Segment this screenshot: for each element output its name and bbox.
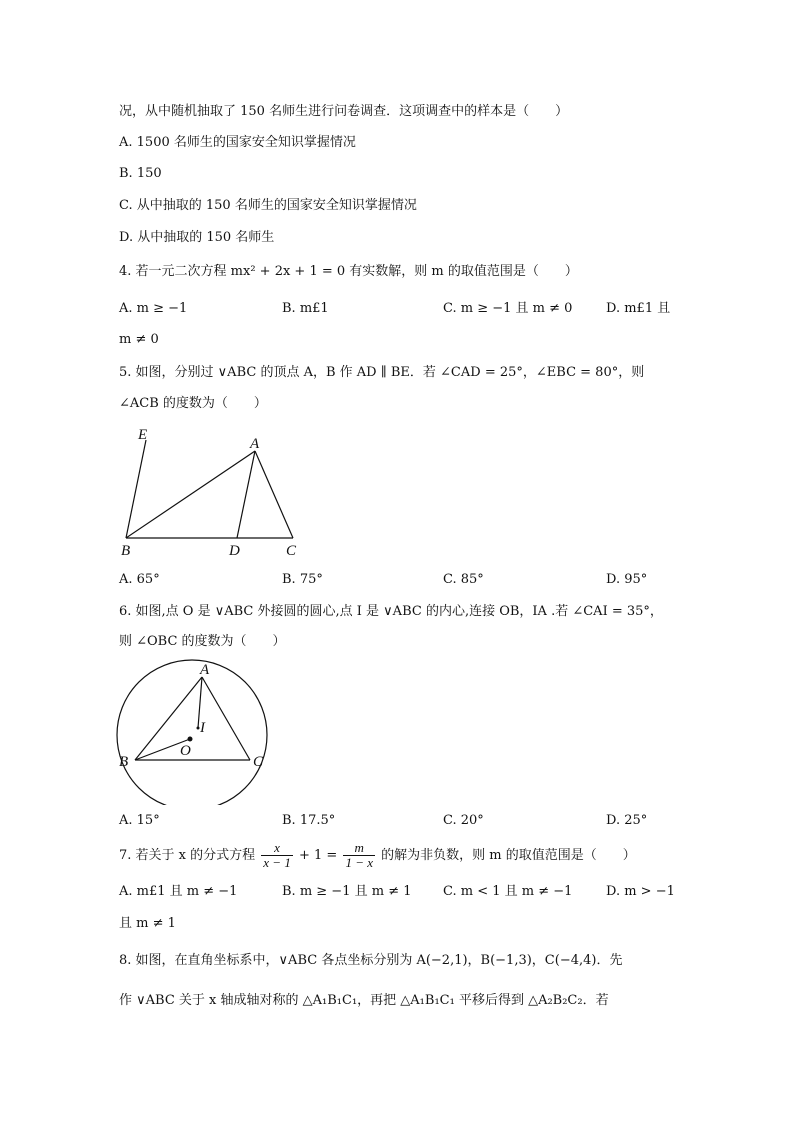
q6-option-a: A. 15°	[119, 813, 160, 828]
q8-stem-line1: 8. 如图，在直角坐标系中，∨ABC 各点坐标分别为 A(−2,1)，B(−1,3)，C(−4,4)．先	[119, 953, 623, 968]
q6-stem-line2: 则 ∠OBC 的度数为（ ）	[119, 634, 286, 649]
q7-option-d: D. m > −1	[606, 884, 675, 899]
q5-segment-ba	[126, 451, 255, 538]
q5-segment-be	[126, 440, 146, 538]
q6-segment-ac	[202, 677, 250, 760]
q7-fraction-right-numerator: m	[343, 841, 375, 856]
q7-option-c: C. m < 1 且 m ≠ −1	[443, 884, 573, 899]
q6-label-a: A	[200, 662, 210, 678]
q7-fraction-left	[261, 841, 293, 870]
q3-option-d: D. 从中抽取的 150 名师生	[119, 230, 275, 245]
q5-segment-ad	[237, 451, 255, 538]
q5-label-a: A	[250, 436, 260, 452]
q5-option-d: D. 95°	[606, 572, 648, 587]
q5-option-c: C. 85°	[443, 572, 484, 587]
q5-label-e: E	[138, 427, 148, 443]
q5-label-c: C	[286, 543, 297, 559]
q6-option-d: D. 25°	[606, 813, 648, 828]
q6-label-o: O	[180, 743, 191, 759]
q7-stem-prefix: 7. 若关于 x 的分式方程	[119, 848, 256, 863]
q5-stem-line2: ∠ACB 的度数为（ ）	[119, 396, 267, 411]
q6-option-c: C. 20°	[443, 813, 484, 828]
q4-stem: 4. 若一元二次方程 mx² + 2x + 1 = 0 有实数解，则 m 的取值范围是（ ）	[119, 264, 578, 279]
q6-circumcircle	[117, 660, 267, 805]
q5-option-a: A. 65°	[119, 572, 160, 587]
q6-label-c: C	[253, 754, 264, 770]
q6-label-b: B	[119, 754, 129, 770]
q7-fraction-left-denominator: x − 1	[263, 855, 291, 870]
q7-stem-middle: + 1 =	[298, 848, 338, 863]
q4-option-c: C. m ≥ −1 且 m ≠ 0	[443, 301, 573, 316]
q7-fraction-left-numerator: x	[261, 841, 293, 856]
q5-segment-ac	[255, 451, 293, 538]
q7-option-a: A. m£1 且 m ≠ −1	[119, 884, 238, 899]
q3-option-c: C. 从中抽取的 150 名师生的国家安全知识掌握情况	[119, 198, 417, 213]
q6-point-o	[188, 737, 193, 742]
q3-option-a: A. 1500 名师生的国家安全知识掌握情况	[119, 135, 356, 150]
q4-option-b: B. m£1	[282, 301, 329, 316]
q7-stem-suffix: 的解为非负数，则 m 的取值范围是（ ）	[381, 848, 636, 863]
q7-fraction-right	[343, 841, 375, 870]
q5-stem-line1: 5. 如图，分别过 ∨ABC 的顶点 A，B 作 AD ∥ BE．若 ∠CAD = 25°，∠EBC = 80°，则	[119, 365, 645, 380]
q3-stem-continued: 况，从中随机抽取了 150 名师生进行问卷调查．这项调查中的样本是（ ）	[119, 104, 569, 119]
q5-label-b: B	[121, 543, 131, 559]
q6-label-i: I	[200, 720, 205, 736]
q5-option-b: B. 75°	[282, 572, 323, 587]
q7-option-d-continued: 且 m ≠ 1	[119, 916, 176, 931]
q6-circle-figure	[110, 655, 280, 805]
q4-option-a: A. m ≥ −1	[119, 301, 188, 316]
q6-option-b: B. 17.5°	[282, 813, 336, 828]
q7-stem	[119, 840, 636, 872]
q4-option-d-continued: m ≠ 0	[119, 332, 159, 347]
q6-stem-line1: 6. 如图,点 O 是 ∨ABC 外接圆的圆心,点 I 是 ∨ABC 的内心,连接 OB，IA .若 ∠CAI = 35°，	[119, 604, 663, 619]
q4-option-d: D. m£1 且	[606, 301, 671, 316]
q7-fraction-right-denominator: 1 − x	[345, 855, 373, 870]
q5-triangle-figure	[110, 420, 320, 560]
q5-label-d: D	[229, 543, 240, 559]
q8-stem-line2: 作 ∨ABC 关于 x 轴成轴对称的 △A₁B₁C₁，再把 △A₁B₁C₁ 平移后得到 △A₂B₂C₂．若	[119, 993, 609, 1008]
q7-option-b: B. m ≥ −1 且 m ≠ 1	[282, 884, 412, 899]
q3-option-b: B. 150	[119, 166, 162, 181]
